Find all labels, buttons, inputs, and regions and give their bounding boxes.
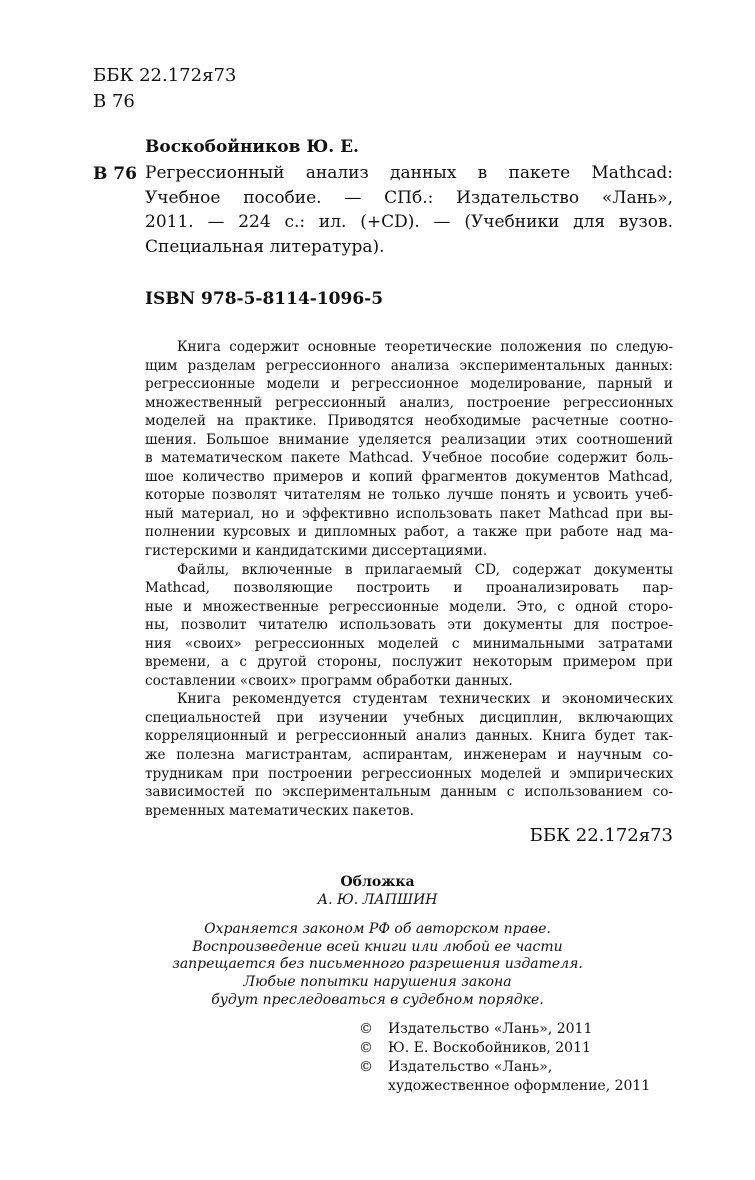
annotation-line: временных математических пакетов. <box>145 802 415 819</box>
annotation-line: Книга рекомендуется студентам технических и экономических <box>177 691 673 708</box>
annotation-line: Файлы, включенные в прилагаемый CD, содержат документы <box>177 561 673 578</box>
isbn: ISBN 978-5-8114-1096-5 <box>145 289 384 309</box>
copyright-text: художественное оформление, 2011 <box>388 1078 651 1094</box>
cover-designer: А. Ю. ЛАПШИН <box>317 892 438 908</box>
copyright-row <box>359 1039 650 1058</box>
annotation-line: корреляционный и регрессионный анализ данных. Книга будет так- <box>145 728 673 745</box>
annotation-line: в математическом пакете Mathcad. Учебное пособие содержит боль- <box>145 450 673 467</box>
copyright-symbol: © <box>359 1021 373 1037</box>
annotation-line: Книга содержит основные теоретические положения по следую- <box>177 339 673 355</box>
annotation-line: множественный регрессионный анализ, построение регрессионных <box>145 394 673 411</box>
annotation-line: зависимостей по экспериментальным данным с использованием со- <box>145 784 673 801</box>
annotation-line: гистерскими и кандидатскими диссертациями. <box>145 543 488 560</box>
author-name: Воскобойников Ю. Е. <box>145 137 359 157</box>
annotation-line: специальностей при изучении учебных дисциплин, включающих <box>145 709 673 726</box>
copyright-symbol <box>359 1077 388 1096</box>
cover-label: Обложка <box>340 874 415 890</box>
annotation-line: ния «своих» регрессионных моделей с минимальными затратами <box>145 635 673 652</box>
annotation-line: ны, позволит читателю использовать эти документы для построе- <box>145 617 673 634</box>
bibliographic-description <box>145 161 673 259</box>
copyright-text: Ю. Е. Воскобойников, 2011 <box>388 1040 591 1056</box>
title-line: Регрессионный анализ данных в пакете Mathcad: <box>145 163 673 183</box>
legal-line: запрещается без письменного разрешения издателя. <box>172 956 583 973</box>
copyright-block <box>359 1020 650 1096</box>
copyright-text: Издательство «Лань», <box>388 1059 553 1075</box>
annotation-line: составлении «своих» программ обработки данных. <box>145 672 513 689</box>
annotation-line: моделей на практике. Приводятся необходимые расчетные соотно- <box>145 413 673 430</box>
annotation-line: полнении курсовых и дипломных работ, а также при работе над ма- <box>145 524 673 541</box>
copyright-row <box>359 1058 650 1077</box>
author-code: В 76 <box>93 164 137 184</box>
annotation-line: шое количество примеров и копий фрагментов документов Mathcad, <box>145 468 673 485</box>
copyright-symbol: © <box>359 1040 373 1056</box>
title-line: 2011. — 224 с.: ил. (+CD). — (Учебники для вузов. <box>145 212 673 232</box>
annotation-line: трудникам при построении регрессионных моделей и эмпирических <box>145 765 673 782</box>
author-mark: В 76 <box>93 91 135 112</box>
annotation-line: времени, а с другой стороны, послужит некоторым примером при <box>145 654 673 671</box>
title-line: Специальная литература). <box>145 236 385 257</box>
bbk-code-bottom: ББК 22.172я73 <box>529 825 673 846</box>
legal-line: будут преследоваться в судебном порядке. <box>211 991 544 1008</box>
legal-notice <box>0 921 755 1010</box>
bbk-code: ББК 22.172я73 <box>93 65 237 86</box>
annotation-line: ный материал, но и эффективно использовать пакет Mathcad при вы- <box>145 505 673 522</box>
legal-line: Воспроизведение всей книги или любой ее части <box>192 938 563 955</box>
annotation-line: регрессионные модели и регрессионное моделирование, парный и <box>145 376 673 393</box>
legal-line: Охраняется законом РФ об авторском праве. <box>204 921 551 937</box>
annotation-line: ные и множественные регрессионные модели. Это, с одной сторо- <box>145 598 673 615</box>
annotation-line: Mathcad, позволяющие построить и проанализировать пар- <box>145 580 673 597</box>
annotation-line: же полезна магистрантам, аспирантам, инженерам и научным со- <box>145 747 673 764</box>
copyright-row <box>359 1020 650 1039</box>
annotation-line: которые позволят читателям не только лучше понять и усвоить учеб- <box>145 487 673 504</box>
copyright-row <box>359 1077 650 1096</box>
title-line: Учебное пособие. — СПб.: Издательство «Лань», <box>145 187 673 208</box>
copyright-text: Издательство «Лань», 2011 <box>388 1021 593 1037</box>
annotation <box>145 338 673 820</box>
copyright-symbol: © <box>359 1059 373 1075</box>
annotation-line: шения. Большое внимание уделяется реализации этих соотношений <box>145 431 673 448</box>
legal-line: Любые попытки нарушения закона <box>243 974 512 991</box>
bbk-header <box>93 63 236 115</box>
annotation-line: щим разделам регрессионного анализа экспериментальных данных: <box>145 357 673 374</box>
